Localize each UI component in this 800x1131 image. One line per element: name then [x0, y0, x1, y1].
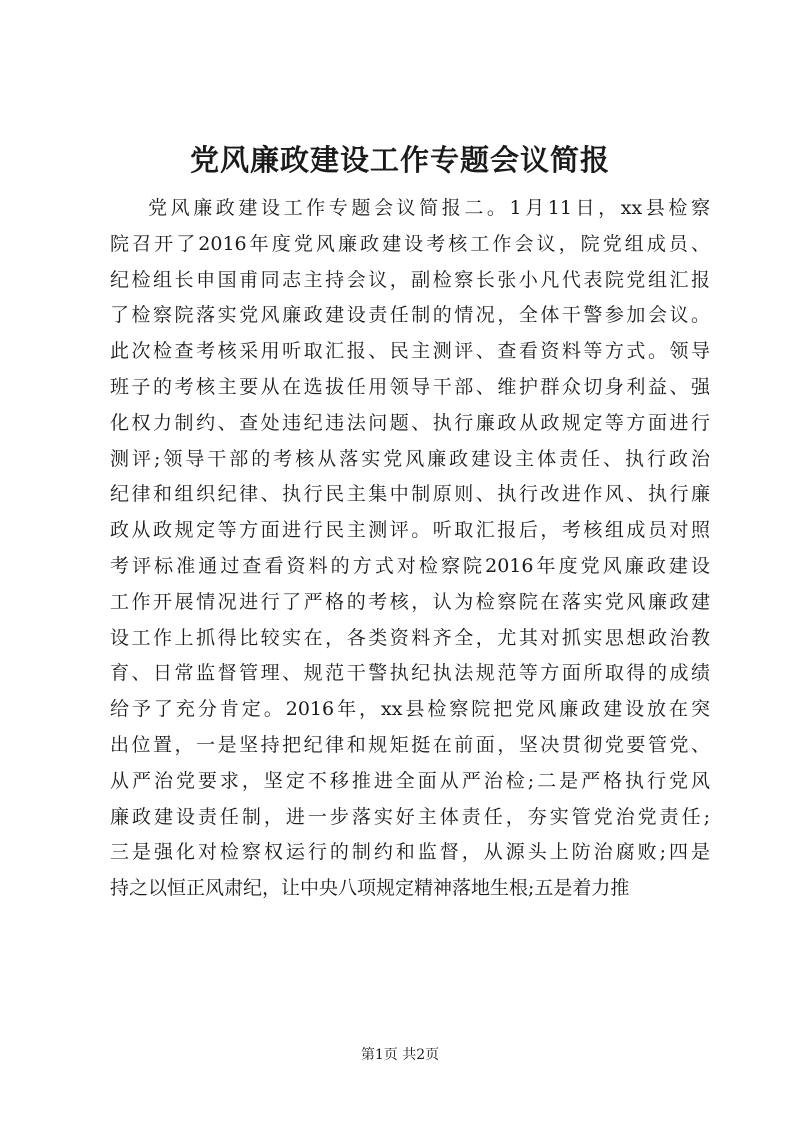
body-line: 院召开了2016年度党风廉政建设考核工作会议，院党组成员、: [110, 232, 710, 255]
body-line: 此次检查考核采用听取汇报、民主测评、查看资料等方式。领导: [110, 340, 710, 363]
body-line: 班子的考核主要从在选拔任用领导干部、维护群众切身利益、强: [110, 375, 710, 398]
body-line: 三是强化对检察权运行的制约和监督，从源头上防治腐败;四是: [110, 841, 710, 864]
body-line: 育、日常监督管理、规范干警执纪执法规范等方面所取得的成绩: [110, 662, 710, 685]
body-line: 纪律和组织纪律、执行民主集中制原则、执行改进作风、执行廉: [110, 483, 710, 506]
body-line: 出位置，一是坚持把纪律和规矩挺在前面，坚决贯彻党要管党、: [110, 733, 710, 756]
body-line: 化权力制约、查处违纪违法问题、执行廉政从政规定等方面进行: [110, 411, 710, 434]
body-line: 了检察院落实党风廉政建设责任制的情况，全体干警参加会议。: [110, 304, 710, 327]
page-number-footer: 第1页 共2页: [360, 1047, 440, 1063]
body-line: 廉政建设责任制，进一步落实好主体责任，夯实管党治党责任;: [110, 805, 710, 828]
body-line: 设工作上抓得比较实在，各类资料齐全，尤其对抓实思想政治教: [110, 626, 710, 649]
body-line: 从严治党要求，坚定不移推进全面从严治检;二是严格执行党风: [110, 769, 710, 792]
body-line: 测评;领导干部的考核从落实党风廉政建设主体责任、执行政治: [110, 447, 710, 470]
body-line: 纪检组长申国甫同志主持会议，副检察长张小凡代表院党组汇报: [110, 268, 710, 291]
document-body: [110, 191, 710, 907]
document-title: 党风廉政建设工作专题会议简报: [189, 143, 610, 177]
body-line: 给予了充分肯定。2016年，xx县检察院把党风廉政建设放在突: [110, 698, 710, 721]
body-line: 政从政规定等方面进行民主测评。听取汇报后，考核组成员对照: [110, 519, 710, 542]
body-line: 工作开展情况进行了严格的考核，认为检察院在落实党风廉政建: [110, 590, 710, 613]
body-line: 考评标准通过查看资料的方式对检察院2016年度党风廉政建设: [110, 554, 710, 577]
body-line: 党风廉政建设工作专题会议简报二。1月11日，xx县检察: [148, 197, 710, 219]
body-line: 持之以恒正风肃纪，让中央八项规定精神落地生根;五是着力推: [110, 877, 630, 900]
